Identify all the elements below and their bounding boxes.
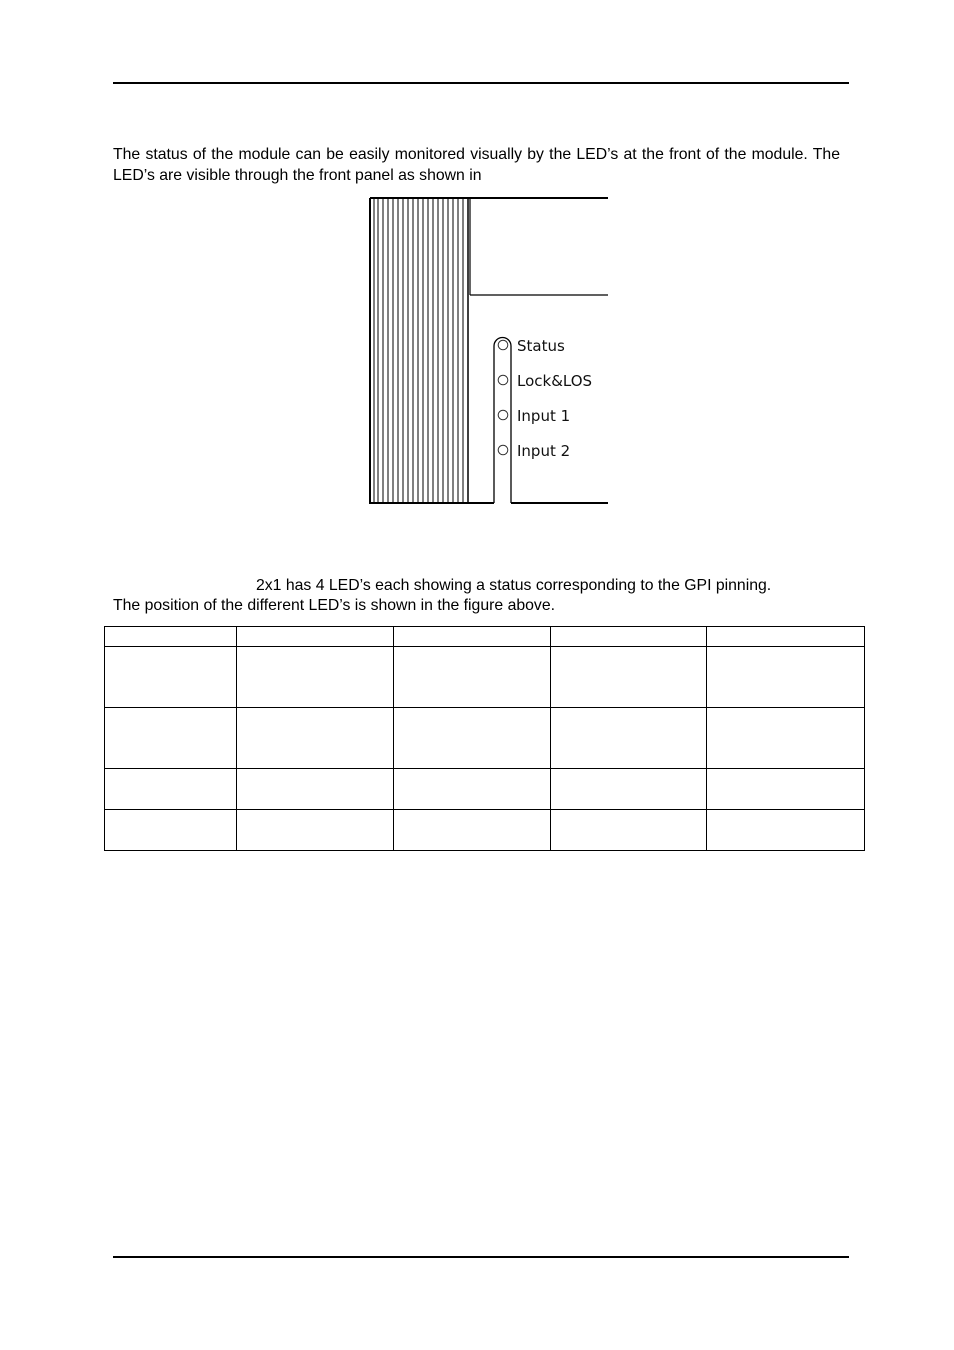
table-cell [105,647,237,708]
table-cell [707,708,865,769]
table-cell [105,627,237,647]
table-cell [707,627,865,647]
status-led-icon [498,340,508,350]
table-cell [707,810,865,851]
intro-paragraph: The status of the module can be easily monitored visually by the LED’s at the front of the module. The LED’s are visible through the front panel as shown in [113,146,840,184]
table-cell [551,708,707,769]
footer-rule [113,1256,849,1258]
header-rule [113,82,849,84]
table-cell [105,769,237,810]
panel-outline [369,198,608,503]
led-label-status: Status [517,337,565,355]
heatsink-fins [370,198,468,503]
table-cell [237,708,394,769]
table-cell [394,627,551,647]
table-cell [237,627,394,647]
table-cell [707,647,865,708]
table-row [105,627,865,647]
table-cell [237,769,394,810]
description-line-1: 2x1 has 4 LED’s each showing a status corresponding to the GPI pinning. [256,577,772,594]
table-cell [394,708,551,769]
table-cell [105,810,237,851]
description-line-2: The position of the different LED’s is shown in the figure above. [113,597,555,614]
led-label-lock-los: Lock&LOS [517,372,593,390]
table-cell [551,647,707,708]
table-cell [105,708,237,769]
led-label-input-1: Input 1 [517,407,571,425]
front-panel-figure [365,192,615,510]
input-1-led-icon [498,410,508,420]
table-cell [394,810,551,851]
input-2-led-icon [498,445,508,455]
table-row [105,769,865,810]
led-label-input-2: Input 2 [517,442,571,460]
led-indicators [498,340,508,455]
led-status-table [104,626,865,851]
table-cell [394,769,551,810]
table-cell [707,769,865,810]
table-row [105,810,865,851]
table-cell [237,647,394,708]
lock-los-led-icon [498,375,508,385]
table-row [105,708,865,769]
table-cell [551,627,707,647]
table-row [105,647,865,708]
table-cell [237,810,394,851]
table-cell [551,810,707,851]
table-cell [551,769,707,810]
table-cell [394,647,551,708]
